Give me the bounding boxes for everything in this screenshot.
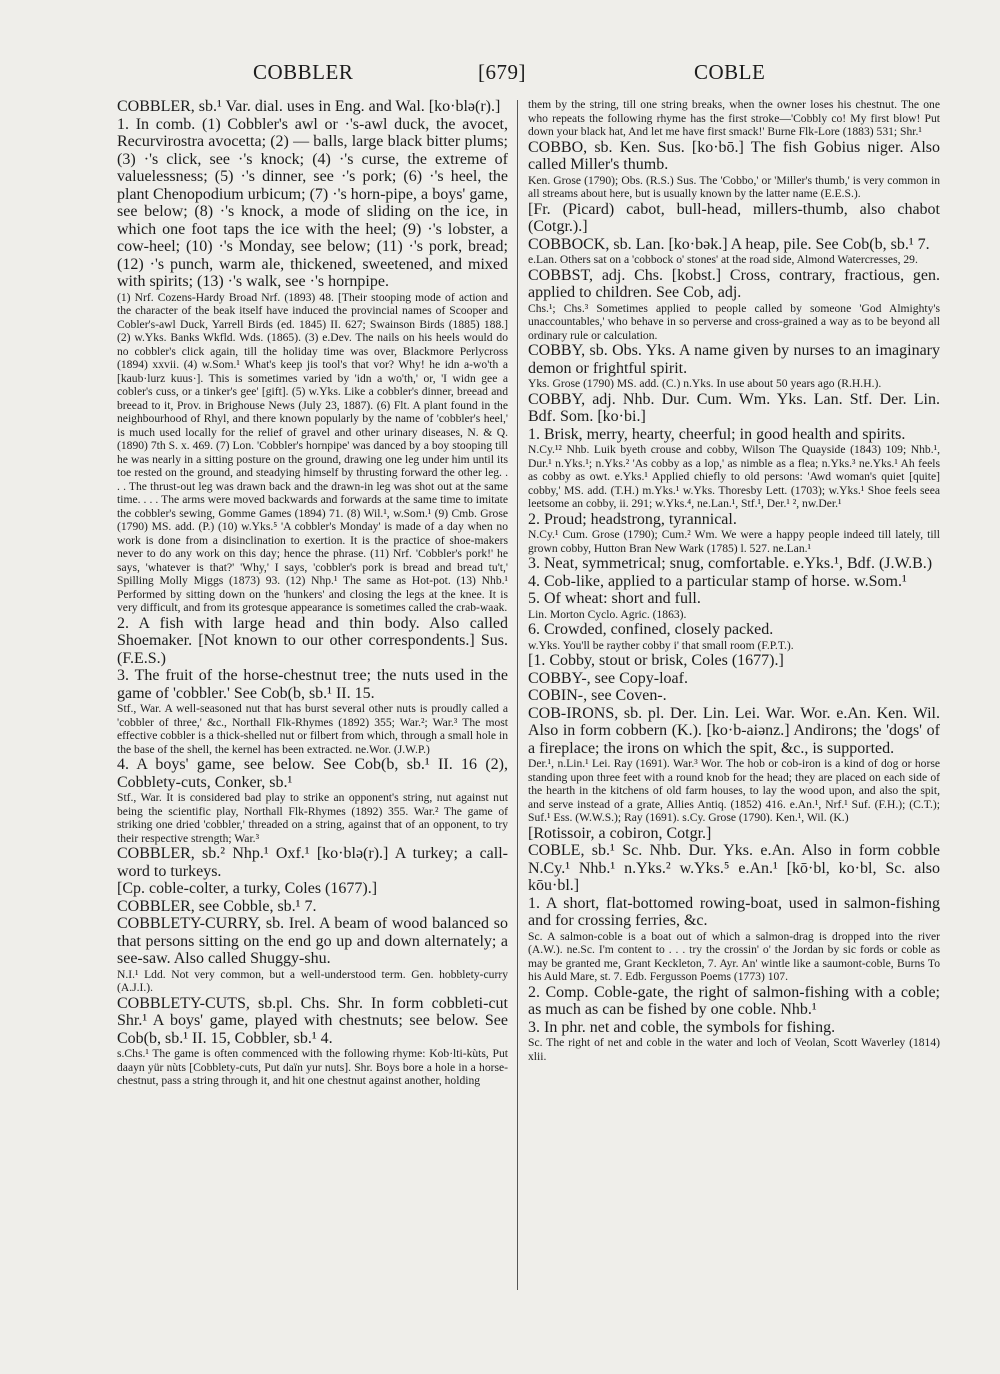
- entry-paragraph: COB-IRONS, sb. pl. Der. Lin. Lei. War. Wor. e.An. Ken. Wil. Also in form cobbern (K.). [ko·b-aiənz.] Andirons; the 'dogs' of a fireplace; the irons on which the spit, &c., is supported.: [528, 704, 940, 757]
- citation-paragraph: Yks. Grose (1790) MS. add. (C.) n.Yks. In use about 50 years ago (R.H.H.).: [528, 377, 882, 390]
- entry-paragraph: 5. Of wheat: short and full.: [528, 590, 701, 607]
- entry-paragraph: 1. Brisk, merry, hearty, cheerful; in good health and spirits.: [528, 425, 906, 443]
- citation-paragraph: N.Cy.¹ Cum. Grose (1790); Cum.² Wm. We were a happy people indeed till lately, till grown cobby, Hutton Bran New Wark (1785) l. 527. ne.Lan.¹: [528, 528, 940, 555]
- entry-paragraph: COBBO, sb. Ken. Sus. [ko·bō.] The fish Gobius niger. Also called Miller's thumb.: [528, 138, 940, 173]
- entry-paragraph: COBLE, sb.¹ Sc. Nhb. Dur. Yks. e.An. Also in form cobble N.Cy.¹ Nhb.¹ n.Yks.² w.Yks.⁵ e.An.¹ [kō·bl, ko·bl, Sc. also kōu·bl.]: [528, 842, 940, 894]
- citation-paragraph: (1) Nrf. Cozens-Hardy Broad Nrf. (1893) 48. [Their stooping mode of action and the character of the beak itself have induced the provincial names of Scooper and Cobler's-awl Duck, Yarrell Birds (ed. 1845) II. 627; Swainson Birds (1885) 188.] (2) w.Yks. Banks Wkfld. Wds. (1865). (3) e.Dev. The nails on his heels would do no cobbler's click again, till the holiday time was over, Blackmore Perlycross (1894) xxvii. (4) w.Som.¹ What's keep jis tool's that vor? Why! he idn a-wo'th a [kaub·lurz kuus·]. This is sometimes varied by 'idn a wo'th,' or, 'I widn gee a cobler's cuss, or a tinker's gee' [gift]. (5) w.Yks. Like a cobbler's dinner, breead and breead to it, Prov. in Brighouse News (July 23, 1887). (6) Flt. A plant found in the neighbourhood of Rhyl, and there known popularly by the name of 'cobbler's heel,' is much used locally for the relief of gravel and other urinary diseases, N. & Q. (1890) 7th S. x. 469. (7) Lon. 'Cobbler's hornpipe' was danced by a boy stooping till he was nearly in a sitting posture on the ground, drawing one leg under him until its toe rested on the ground, and steadying himself by thrusting forward the other leg. . . . The thrust-out leg was drawn back and the drawn-in leg was shot out at the same time. . . . The arms were moved backwards and forwards at the same time to imitate the cobbler's sewing, Gomme Games (1894) 71. (8) Wil.¹, w.Som.¹ (9) Cmb. Grose (1790) MS. add. (P.) (10) w.Yks.⁵ 'A cobbler's Monday' is made of a day when no work is done from a disinclination to exertion. It is the practice of shoe-makers never to do any work on this day; hence the phrase. (11) Nrf. 'Cobbler's pork!' he says, 'whatever is that?' 'Why,' I says, 'cobbler's pork is bread and bread tu't,' Spilling Molly Miggs (1873) 93. (12) Nhp.¹ The same as Hot-pot. (13) Nhb.¹ Performed by sitting down on the 'hunkers' and closing the legs at the knee. It is very difficult, and from its grotesque appearance is sometimes called the crab-waak.: [117, 290, 508, 614]
- entry-paragraph: 1. In comb. (1) Cobbler's awl or ·'s-awl duck, the avocet, Recurvirostra avocetta; (2) — balls, large black bitter plums; (3) ·'s click, see ·'s knock; (4) ·'s curse, the extreme of valuelessness; (5) ·'s dinner, see ·'s pork; (6) ·'s heel, the plant Chenopodium urbicum; (7) ·'s horn-pipe, a boys' game, see below; (8) ·'s knock, a mode of sliding on the ice, in which one foot taps the ice with the heel; (9) ·'s lobster, a cow-heel; (10) ·'s Monday, see below; (11) ·'s pork, bread; (12) ·'s punch, warm ale, thickened, sweetened, and mixed with spirits; (13) ·'s walk, see ·'s hornpipe.: [117, 115, 508, 290]
- citation-paragraph: N.I.¹ Ldd. Not very common, but a well-understood term. Gen. hobblety-curry (A.J.I.).: [117, 967, 508, 994]
- entry-paragraph: [Cp. coble-colter, a turky, Coles (1677).]: [117, 880, 378, 897]
- entry-paragraph: COBBLER, sb.² Nhp.¹ Oxf.¹ [ko·blə(r).] A turkey; a call-word to turkeys.: [117, 845, 508, 880]
- citation-paragraph: N.Cy.¹² Nhb. Luik byeth crouse and cobby, Wilson The Quayside (1843) 109; Nhb.¹, Dur.¹ n.Yks.¹; n.Yks.² 'As cobby as a lop,' as nimble as a flea; n.Yks.³ ne.Yks.¹ Ah feels as cobby as owt. e.Yks.¹ Applied chiefly to old persons: 'Awd woman's quiet [quite] cobby,' MS. add. (T.H.) m.Yks.¹ w.Yks. Thoresby Lett. (1703); w.Yks.¹ Shoe feels seea leetsome an cobby, ii. 291; w.Yks.⁴, ne.Lan.¹, Stf.¹, Der.¹ ², nw.Der.¹: [528, 443, 940, 510]
- entry-paragraph: COBBY, adj. Nhb. Dur. Cum. Wm. Yks. Lan. Stf. Der. Lin. Bdf. Som. [ko·bi.]: [528, 390, 940, 425]
- entry-paragraph: [Fr. (Picard) cabot, bull-head, millers-thumb, also chabot (Cotgr.).]: [528, 200, 940, 235]
- entry-paragraph: 2. A fish with large head and thin body. Also called Shoemaker. [Not known to our other correspondents.] Sus. (F.E.S.): [117, 614, 508, 667]
- entry-paragraph: COBBLER, sb.¹ Var. dial. uses in Eng. and Wal. [ko·blə(r).]: [117, 98, 501, 115]
- citation-paragraph: Der.¹, n.Lin.¹ Lei. Ray (1691). War.³ Wor. The hob or cob-iron is a kind of dog or horse standing upon three feet with a round knob for the head; they are placed on each side of the hearth in the kitchens of old farm houses, to lay the wood upon, and also the spit, and serve instead of a grate, Allies Antiq. (1852) 416. e.An.¹, Nrf.¹ Suf. (F.H.); (C.T.); Suf.¹ Ess. (W.W.S.); Ray (1691). s.Cy. Grose (1790). Ken.¹, Wil. (K.): [528, 757, 940, 824]
- entry-paragraph: [1. Cobby, stout or brisk, Coles (1677).]: [528, 652, 784, 669]
- entry-paragraph: COBBLER, see Cobble, sb.¹ 7.: [117, 897, 317, 915]
- citation-paragraph: Sc. A salmon-coble is a boat out of which a salmon-drag is dropped into the river (A.W.). ne.Sc. I'm content to . . . try the crossin' o' the Jordan by sic fords or coble as may be granted me, Grant Keckleton, 7. Ayr. An' wintle like a saumont-coble, Burns To his Auld Mare, st. 7. Edb. Fergusson Poems (1773) 107.: [528, 929, 940, 983]
- entry-paragraph: 3. Neat, symmetrical; snug, comfortable. e.Yks.¹, Bdf. (J.W.B.): [528, 555, 933, 572]
- entry-paragraph: COBBLETY-CUTS, sb.pl. Chs. Shr. In form cobbleti-cut Shr.¹ A boys' game, played with chestnuts; see below. See Cob(b, sb.¹ II. 15, Cobbler, sb.¹ 4.: [117, 994, 508, 1047]
- entry-paragraph: COBBOCK, sb. Lan. [ko·bək.] A heap, pile. See Cob(b, sb.¹ 7.: [528, 235, 930, 253]
- entry-paragraph: COBBY-, see Copy-loaf.: [528, 669, 688, 687]
- entry-paragraph: 2. Proud; headstrong, tyrannical.: [528, 510, 737, 528]
- entry-paragraph: COBBLETY-CURRY, sb. Irel. A beam of wood balanced so that persons sitting on the end go up and down alternately; a see-saw. Also called Shuggy-shu.: [117, 915, 508, 967]
- right-column: [528, 98, 940, 1318]
- entry-paragraph: 6. Crowded, confined, closely packed.: [528, 621, 774, 638]
- entry-paragraph: COBIN-, see Coven-.: [528, 687, 667, 704]
- citation-paragraph: Sc. The right of net and coble in the water and loch of Veolan, Scott Waverley (1814) xlii.: [528, 1036, 940, 1063]
- column-rule: [517, 100, 518, 1290]
- citation-paragraph: Stf., War. A well-seasoned nut that has burst several other nuts is proudly called a 'cobbler of three,' &c., Northall Flk-Rhymes (1892) 355; War.²; War.³ The most effective cobbler is a thick-shelled nut or filbert from which, through a small hole in the base of the shell, the kernel has been extracted. ne.Wor. (J.W.P.): [117, 702, 508, 756]
- page-number: [679]: [478, 60, 526, 84]
- citation-paragraph: e.Lan. Others sat on a 'cobbock o' stones' at the road side, Almond Watercresses, 29.: [528, 253, 918, 266]
- citation-paragraph: Lin. Morton Cyclo. Agric. (1863).: [528, 607, 687, 621]
- entry-paragraph: COBBY, sb. Obs. Yks. A name given by nurses to an imaginary demon or frightful spirit.: [528, 342, 940, 377]
- entry-paragraph: 4. Cob-like, applied to a particular stamp of horse. w.Som.¹: [528, 572, 907, 590]
- running-head-right: COBLE: [694, 60, 766, 84]
- citation-paragraph: them by the string, till one string breaks, when the owner loses his chestnut. The one who repeats the following rhyme has the first stroke—'Cobbly co! My first blow! Put down your black hat, And let me have first smack!' Burne Flk-Lore (1883) 531; Shr.¹: [528, 98, 940, 138]
- citation-paragraph: Stf., War. It is considered bad play to strike an opponent's string, nut against nut being the scientific play, Northall Flk-Rhymes (1892) 355. War.² The game of striking one dried 'cobbler,' threaded on a string, against that of an opponent, to try their respective strength; War.³: [117, 791, 508, 845]
- left-column: [117, 98, 508, 1318]
- entry-paragraph: 4. A boys' game, see below. See Cob(b, sb.¹ II. 16 (2), Cobblety-cuts, Conker, sb.¹: [117, 756, 508, 791]
- entry-paragraph: [Rotissoir, a cobiron, Cotgr.]: [528, 824, 712, 842]
- entry-paragraph: 1. A short, flat-bottomed rowing-boat, used in salmon-fishing and for crossing ferries, &c.: [528, 894, 940, 929]
- citation-paragraph: s.Chs.¹ The game is often commenced with the following rhyme: Kob·lti-kùts, Put daayn yür nùts [Cobblety-cuts, Put daïn yur nuts]. Shr. Boys bore a hole in a horse-chestnut, pass a string through it, and hit one chestnut against another, holding: [117, 1047, 508, 1087]
- citation-paragraph: Chs.¹; Chs.³ Sometimes applied to people called by someone 'God Almighty's unaccountables,' who behave in so perverse and cross-grained a way as to be beyond all ordinary rule or calculation.: [528, 301, 940, 342]
- entry-paragraph: 2. Comp. Coble-gate, the right of salmon-fishing with a coble; as much as can be fished by one coble. Nhb.¹: [528, 983, 940, 1018]
- entry-paragraph: 3. The fruit of the horse-chestnut tree; the nuts used in the game of 'cobbler.' See Cob(b, sb.¹ II. 15.: [117, 667, 508, 702]
- citation-paragraph: w.Yks. You'll be rayther cobby i' that small room (F.P.T.).: [528, 638, 794, 652]
- running-head-left: COBBLER: [253, 60, 354, 84]
- entry-paragraph: COBBST, adj. Chs. [kobst.] Cross, contrary, fractious, gen. applied to children. See Cob, adj.: [528, 266, 940, 301]
- citation-paragraph: Ken. Grose (1790); Obs. (R.S.) Sus. The 'Cobbo,' or 'Miller's thumb,' is very common in all streams about here, but is usually known by the latter name (E.E.S.).: [528, 173, 940, 200]
- entry-paragraph: 3. In phr. net and coble, the symbols for fishing.: [528, 1018, 836, 1036]
